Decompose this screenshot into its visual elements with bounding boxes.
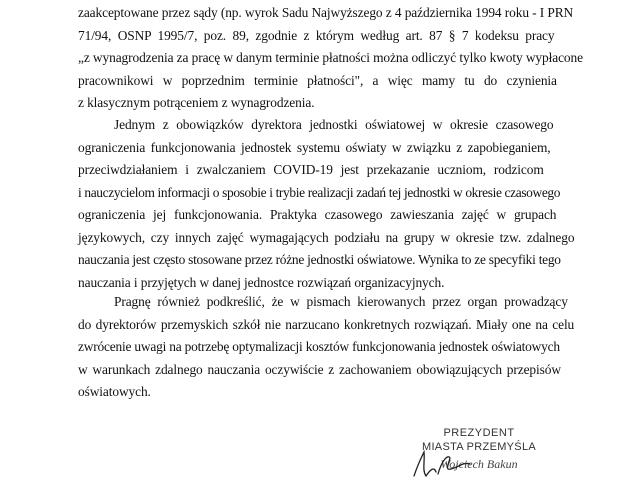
handwritten-signature	[408, 446, 478, 480]
text-line: oświatowych.	[78, 384, 151, 399]
text-line: językowych, czy innych zajęć wymagających podziału na grupy w okresie tzw. zdalnego	[78, 229, 575, 245]
text-line: przeciwdziałaniem i zwalczaniem COVID-19 jest przekazanie uczniom, rodzicom	[78, 162, 544, 177]
paragraph-1	[78, 2, 583, 115]
stamp-subtitle: MIASTA PRZEMYŚLA	[421, 441, 536, 453]
text-line: pracownikowi w poprzednim terminie płatności", a więc mamy tu do czynienia	[78, 72, 557, 88]
text-line: Jednym z obowiązków dyrektora jednostki oświatowej w okresie czasowego	[114, 117, 554, 132]
text-line: ograniczenia funkcjonowania jednostek systemu oświaty w związku z zapobieganiem,	[78, 139, 551, 155]
text-line: „z wynagrodzenia za pracę w danym terminie płatności można odliczyć tylko kwoty wypłacone	[78, 50, 583, 65]
text-line: ograniczenia jej funkcjonowania. Praktyka czasowego zawieszania zajęć w grupach	[78, 207, 557, 222]
text-line: zaakceptowane przez sądy (np. wyrok Sadu Najwyższego z 4 października 1994 roku - I PRN	[78, 5, 574, 20]
paragraph-3	[78, 291, 575, 404]
stamp-name: Wojciech Bakun	[440, 457, 518, 471]
text-line: z klasycznym potrąceniem z wynagrodzenia.	[78, 95, 315, 110]
stamp-title: PREZYDENT	[443, 427, 515, 439]
text-line: nauczania i przyjętych w danej jednostce rozwiązań organizacyjnych.	[78, 274, 445, 290]
text-line: w warunkach zdalnego nauczania oczywiście z zachowaniem obowiązujących przepisów	[78, 361, 561, 377]
text-line: Pragnę również podkreślić, że w pismach kierowanych przez organ prowadzący	[114, 294, 568, 309]
text-line: i nauczycielom informacji o sposobie i trybie realizacji zadań tej jednostki w okresie czasowego	[78, 184, 561, 200]
text-line: zwrócenie uwagi na potrzebę optymalizacji kosztów funkcjonowania jednostek oświatowych	[78, 339, 560, 354]
text-line: 71/94, OSNP 1995/7, poz. 89, zgodnie z którym według art. 87 § 7 kodeksu pracy	[78, 27, 555, 43]
text-line: nauczania jest często stosowane przez różne jednostki oświatowe. Wynika to ze specyfiki tego	[78, 252, 561, 267]
paragraph-2	[78, 114, 575, 294]
text-line: do dyrektorów przemyskich szkół nie narzucano konkretnych rozwiązań. Miały one na celu	[78, 316, 575, 332]
